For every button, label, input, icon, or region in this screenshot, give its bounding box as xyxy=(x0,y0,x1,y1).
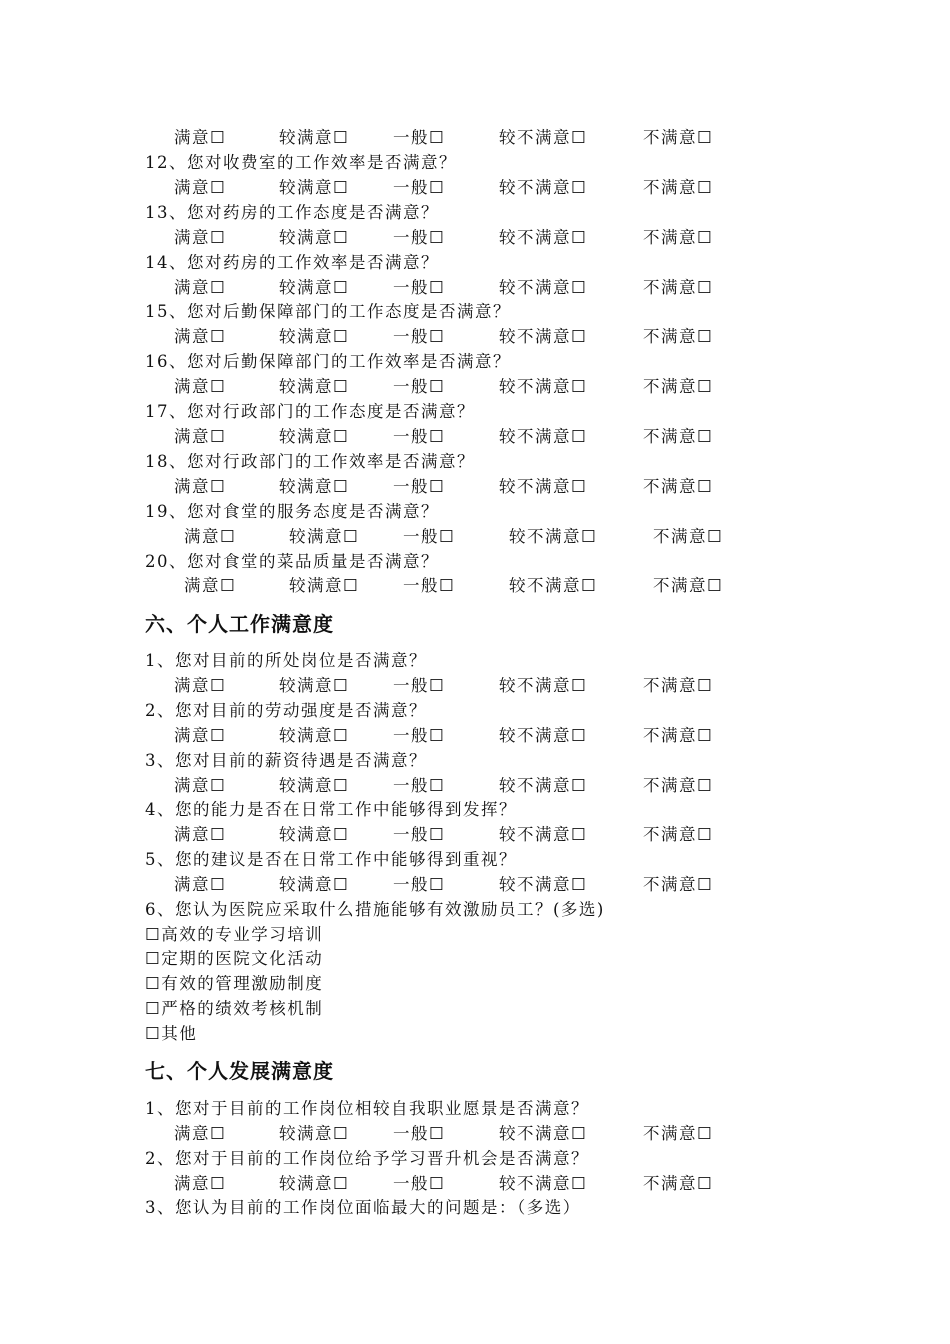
option-fairly-satisfied[interactable]: 较满意☐ xyxy=(279,1174,350,1193)
option-fairly-dissatisfied[interactable]: 较不满意☐ xyxy=(499,676,588,695)
option-dissatisfied[interactable]: 不满意☐ xyxy=(643,1124,714,1143)
option-average[interactable]: 一般☐ xyxy=(393,825,446,844)
option-average[interactable]: 一般☐ xyxy=(393,676,446,695)
option-dissatisfied[interactable]: 不满意☐ xyxy=(643,128,714,147)
option-fairly-dissatisfied[interactable]: 较不满意☐ xyxy=(499,377,588,396)
option-average[interactable]: 一般☐ xyxy=(393,726,446,745)
option-fairly-satisfied[interactable]: 较满意☐ xyxy=(279,128,350,147)
option-fairly-satisfied[interactable]: 较满意☐ xyxy=(279,427,350,446)
option-dissatisfied[interactable]: 不满意☐ xyxy=(653,527,724,546)
option-fairly-satisfied[interactable]: 较满意☐ xyxy=(279,228,350,247)
option-fairly-dissatisfied[interactable]: 较不满意☐ xyxy=(499,228,588,247)
option-satisfied[interactable]: 满意☐ xyxy=(174,327,227,346)
option-fairly-satisfied[interactable]: 较满意☐ xyxy=(279,776,350,795)
question-s6-3: 3、您对目前的薪资待遇是否满意？ xyxy=(145,751,427,770)
checkbox-choice-assessment[interactable]: ☐严格的绩效考核机制 xyxy=(145,999,324,1018)
option-fairly-dissatisfied[interactable]: 较不满意☐ xyxy=(499,427,588,446)
option-average[interactable]: 一般☐ xyxy=(393,228,446,247)
section-heading-personal-development: 七、个人发展满意度 xyxy=(145,1059,334,1083)
option-average[interactable]: 一般☐ xyxy=(393,278,446,297)
option-average[interactable]: 一般☐ xyxy=(403,527,456,546)
option-dissatisfied[interactable]: 不满意☐ xyxy=(643,676,714,695)
question-12: 12、您对收费室的工作效率是否满意？ xyxy=(145,153,457,172)
option-fairly-satisfied[interactable]: 较满意☐ xyxy=(279,377,350,396)
option-satisfied[interactable]: 满意☐ xyxy=(184,576,237,595)
option-average[interactable]: 一般☐ xyxy=(393,377,446,396)
option-dissatisfied[interactable]: 不满意☐ xyxy=(643,825,714,844)
option-fairly-dissatisfied[interactable]: 较不满意☐ xyxy=(499,875,588,894)
question-17: 17、您对行政部门的工作态度是否满意？ xyxy=(145,402,475,421)
option-average[interactable]: 一般☐ xyxy=(403,576,456,595)
checkbox-choice-culture[interactable]: ☐定期的医院文化活动 xyxy=(145,949,324,968)
option-fairly-dissatisfied[interactable]: 较不满意☐ xyxy=(499,278,588,297)
option-fairly-dissatisfied[interactable]: 较不满意☐ xyxy=(499,327,588,346)
option-average[interactable]: 一般☐ xyxy=(393,178,446,197)
option-fairly-dissatisfied[interactable]: 较不满意☐ xyxy=(499,477,588,496)
option-fairly-satisfied[interactable]: 较满意☐ xyxy=(279,676,350,695)
option-fairly-satisfied[interactable]: 较满意☐ xyxy=(279,726,350,745)
question-s6-2: 2、您对目前的劳动强度是否满意？ xyxy=(145,701,427,720)
option-fairly-dissatisfied[interactable]: 较不满意☐ xyxy=(499,1124,588,1143)
question-s6-5: 5、您的建议是否在日常工作中能够得到重视？ xyxy=(145,850,517,869)
option-average[interactable]: 一般☐ xyxy=(393,776,446,795)
question-s7-1: 1、您对于目前的工作岗位相较自我职业愿景是否满意？ xyxy=(145,1099,589,1118)
option-satisfied[interactable]: 满意☐ xyxy=(174,726,227,745)
question-s6-6: 6、您认为医院应采取什么措施能够有效激励员工？(多选) xyxy=(145,900,605,919)
option-fairly-dissatisfied[interactable]: 较不满意☐ xyxy=(499,1174,588,1193)
option-fairly-satisfied[interactable]: 较满意☐ xyxy=(279,875,350,894)
checkbox-choice-management[interactable]: ☐有效的管理激励制度 xyxy=(145,974,324,993)
option-satisfied[interactable]: 满意☐ xyxy=(174,178,227,197)
option-fairly-dissatisfied[interactable]: 较不满意☐ xyxy=(499,178,588,197)
option-average[interactable]: 一般☐ xyxy=(393,427,446,446)
question-s6-4: 4、您的能力是否在日常工作中能够得到发挥？ xyxy=(145,800,517,819)
option-dissatisfied[interactable]: 不满意☐ xyxy=(643,726,714,745)
option-satisfied[interactable]: 满意☐ xyxy=(174,776,227,795)
option-fairly-dissatisfied[interactable]: 较不满意☐ xyxy=(509,576,598,595)
option-dissatisfied[interactable]: 不满意☐ xyxy=(643,776,714,795)
option-dissatisfied[interactable]: 不满意☐ xyxy=(643,477,714,496)
option-satisfied[interactable]: 满意☐ xyxy=(174,825,227,844)
option-fairly-dissatisfied[interactable]: 较不满意☐ xyxy=(499,726,588,745)
option-fairly-satisfied[interactable]: 较满意☐ xyxy=(279,178,350,197)
option-average[interactable]: 一般☐ xyxy=(393,128,446,147)
question-19: 19、您对食堂的服务态度是否满意？ xyxy=(145,502,439,521)
option-dissatisfied[interactable]: 不满意☐ xyxy=(643,278,714,297)
question-13: 13、您对药房的工作态度是否满意？ xyxy=(145,203,439,222)
option-satisfied[interactable]: 满意☐ xyxy=(174,278,227,297)
question-16: 16、您对后勤保障部门的工作效率是否满意？ xyxy=(145,352,511,371)
option-fairly-dissatisfied[interactable]: 较不满意☐ xyxy=(509,527,598,546)
question-20: 20、您对食堂的菜品质量是否满意？ xyxy=(145,552,439,571)
question-15: 15、您对后勤保障部门的工作态度是否满意？ xyxy=(145,302,511,321)
section-heading-personal-work: 六、个人工作满意度 xyxy=(145,612,334,636)
option-dissatisfied[interactable]: 不满意☐ xyxy=(643,327,714,346)
option-fairly-satisfied[interactable]: 较满意☐ xyxy=(279,477,350,496)
option-dissatisfied[interactable]: 不满意☐ xyxy=(643,1174,714,1193)
option-satisfied[interactable]: 满意☐ xyxy=(174,1174,227,1193)
option-satisfied[interactable]: 满意☐ xyxy=(174,1124,227,1143)
option-fairly-dissatisfied[interactable]: 较不满意☐ xyxy=(499,128,588,147)
option-average[interactable]: 一般☐ xyxy=(393,477,446,496)
option-satisfied[interactable]: 满意☐ xyxy=(184,527,237,546)
option-fairly-dissatisfied[interactable]: 较不满意☐ xyxy=(499,825,588,844)
option-satisfied[interactable]: 满意☐ xyxy=(174,477,227,496)
option-satisfied[interactable]: 满意☐ xyxy=(174,427,227,446)
option-satisfied[interactable]: 满意☐ xyxy=(174,875,227,894)
question-s6-1: 1、您对目前的所处岗位是否满意？ xyxy=(145,651,427,670)
option-fairly-satisfied[interactable]: 较满意☐ xyxy=(279,278,350,297)
option-average[interactable]: 一般☐ xyxy=(393,1174,446,1193)
option-average[interactable]: 一般☐ xyxy=(393,1124,446,1143)
option-dissatisfied[interactable]: 不满意☐ xyxy=(643,377,714,396)
option-average[interactable]: 一般☐ xyxy=(393,327,446,346)
option-dissatisfied[interactable]: 不满意☐ xyxy=(643,228,714,247)
option-average[interactable]: 一般☐ xyxy=(393,875,446,894)
option-fairly-satisfied[interactable]: 较满意☐ xyxy=(279,1124,350,1143)
option-fairly-satisfied[interactable]: 较满意☐ xyxy=(279,825,350,844)
checkbox-choice-training[interactable]: ☐高效的专业学习培训 xyxy=(145,925,324,944)
question-s7-3: 3、您认为目前的工作岗位面临最大的问题是：（多选） xyxy=(145,1198,581,1217)
option-satisfied[interactable]: 满意☐ xyxy=(174,377,227,396)
option-fairly-satisfied[interactable]: 较满意☐ xyxy=(279,327,350,346)
option-dissatisfied[interactable]: 不满意☐ xyxy=(643,427,714,446)
question-14: 14、您对药房的工作效率是否满意？ xyxy=(145,253,439,272)
option-dissatisfied[interactable]: 不满意☐ xyxy=(643,178,714,197)
option-fairly-satisfied[interactable]: 较满意☐ xyxy=(289,527,360,546)
option-dissatisfied[interactable]: 不满意☐ xyxy=(643,875,714,894)
option-dissatisfied[interactable]: 不满意☐ xyxy=(653,576,724,595)
question-s7-2: 2、您对于目前的工作岗位给予学习晋升机会是否满意？ xyxy=(145,1149,589,1168)
option-satisfied[interactable]: 满意☐ xyxy=(174,676,227,695)
option-satisfied[interactable]: 满意☐ xyxy=(174,128,227,147)
option-fairly-satisfied[interactable]: 较满意☐ xyxy=(289,576,360,595)
checkbox-choice-other[interactable]: ☐其他 xyxy=(145,1024,198,1043)
option-satisfied[interactable]: 满意☐ xyxy=(174,228,227,247)
question-18: 18、您对行政部门的工作效率是否满意？ xyxy=(145,452,475,471)
option-fairly-dissatisfied[interactable]: 较不满意☐ xyxy=(499,776,588,795)
